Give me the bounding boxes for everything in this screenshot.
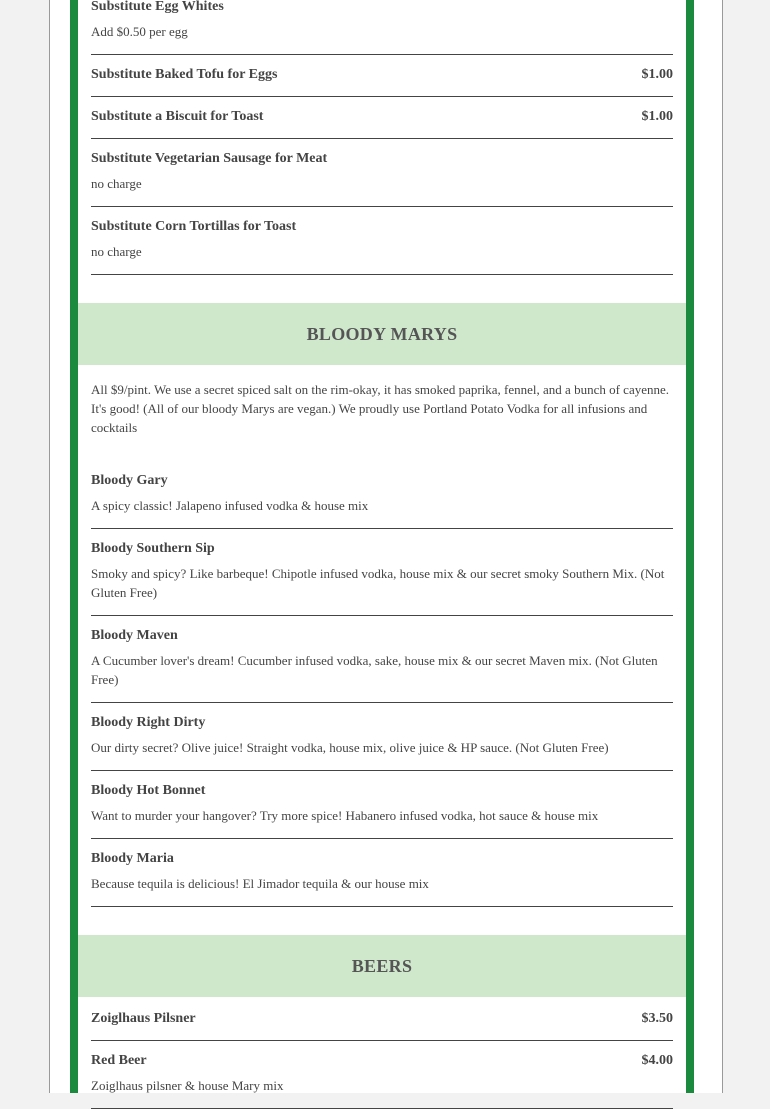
bloody-marys-list [78,473,686,907]
item-name: Bloody Maria [91,851,174,866]
item-price: $4.00 [641,1053,673,1068]
item-description: Add $0.50 per egg [91,24,188,39]
item-price: $1.00 [641,109,673,124]
section-title: BLOODY MARYS [306,323,458,344]
menu-page [49,0,723,1093]
item-description: Our dirty secret? Olive juice! Straight vodka, house mix, olive juice & HP sauce. (Not Gluten Free) [91,740,609,755]
item-name: Substitute Corn Tortillas for Toast [91,219,297,234]
item-price: $1.00 [641,67,673,82]
menu-item [91,207,673,275]
menu-item [91,1041,673,1109]
item-name: Substitute Vegetarian Sausage for Meat [91,151,328,166]
menu-item [91,0,673,55]
item-name: Bloody Right Dirty [91,715,206,730]
menu-item [91,139,673,207]
menu-item [91,771,673,839]
substitutions-list [78,0,686,275]
item-name: Substitute Baked Tofu for Eggs [91,67,278,82]
item-name: Zoiglhaus Pilsner [91,1011,196,1026]
item-description: Because tequila is delicious! El Jimador tequila & our house mix [91,876,429,891]
menu-frame [70,0,694,1093]
menu-item [91,529,673,616]
section-header-bloody-marys [78,303,686,365]
item-description: Smoky and spicy? Like barbeque! Chipotle infused vodka, house mix & our secret smoky Southern Mix. (Not Gluten Free) [91,566,665,600]
menu-item [91,703,673,771]
menu-item [91,55,673,97]
item-name: Substitute Egg Whites [91,0,224,14]
menu-item [91,1011,673,1041]
section-header-beers [78,935,686,997]
item-price: $3.50 [641,1011,673,1026]
menu-item [91,839,673,907]
section-title: BEERS [351,955,413,976]
menu-item [91,473,673,529]
item-description: Want to murder your hangover? Try more spice! Habanero infused vodka, hot sauce & house mix [91,808,599,823]
menu-item [91,97,673,139]
item-description: no charge [91,244,142,259]
item-name: Bloody Maven [91,628,178,643]
item-name: Bloody Southern Sip [91,541,215,556]
item-description: Zoiglhaus pilsner & house Mary mix [91,1078,284,1093]
menu-item [91,616,673,703]
section-intro: All $9/pint. We use a secret spiced salt on the rim-okay, it has smoked paprika, fennel, and a bunch of cayenne. It's good! (All of our bloody Marys are vegan.) We proudly use Portland Potato Vodka for all infusions and cocktails [91,382,669,435]
item-name: Bloody Gary [91,473,168,488]
item-name: Red Beer [91,1053,147,1068]
beers-list [78,997,686,1109]
item-description: no charge [91,176,142,191]
item-description: A spicy classic! Jalapeno infused vodka & house mix [91,498,369,513]
item-name: Bloody Hot Bonnet [91,783,206,798]
item-description: A Cucumber lover's dream! Cucumber infused vodka, sake, house mix & our secret Maven mix. (Not Gluten Free) [91,653,658,687]
item-name: Substitute a Biscuit for Toast [91,109,264,124]
